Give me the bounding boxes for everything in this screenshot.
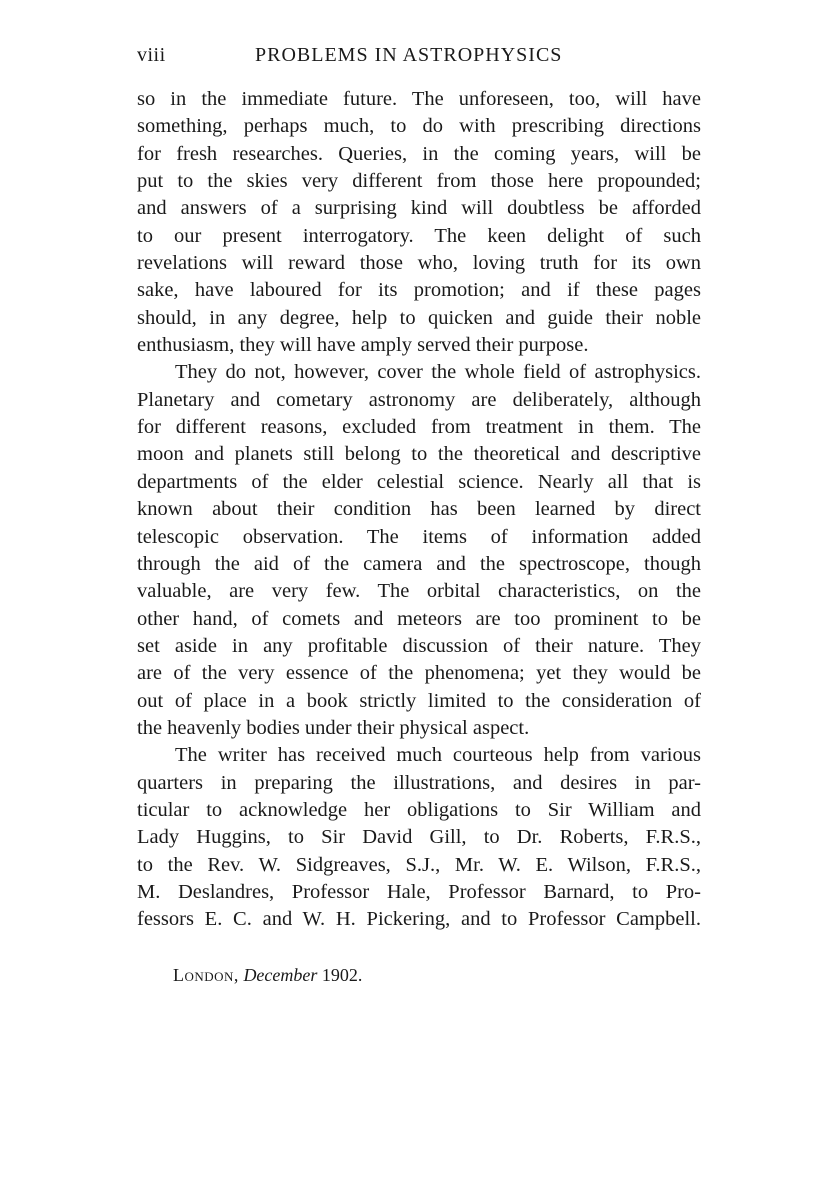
text-line: should, in any degree, help to quicken and guide their noble [137, 306, 701, 329]
preface-text [137, 86, 701, 934]
text-line: to the Rev. W. Sidgreaves, S.J., Mr. W. E. Wilson, F.R.S., [137, 853, 701, 876]
text-line: moon and planets still belong to the theoretical and descriptive [137, 443, 701, 466]
text-line: telescopic observation. The items of information added [137, 525, 701, 548]
page-number: viii [137, 44, 166, 66]
text-line: fessors E. C. and W. H. Pickering, and to Professor Campbell. [137, 908, 701, 931]
text-line: valuable, are very few. The orbital characteristics, on the [137, 580, 701, 603]
text-line: Lady Huggins, to Sir David Gill, to Dr. Roberts, F.R.S., [137, 826, 701, 849]
text-line: ticular to acknowledge her obligations to Sir William and [137, 798, 701, 821]
text-line: They do not, however, cover the whole field of astrophysics. [175, 361, 701, 384]
text-line: revelations will reward those who, loving truth for its own [137, 252, 701, 275]
text-line: put to the skies very different from those here propounded; [137, 170, 701, 193]
text-line: out of place in a book strictly limited to the consideration of [137, 689, 701, 712]
text-line: M. Deslandres, Professor Hale, Professor Barnard, to Pro- [137, 880, 701, 903]
running-head [137, 44, 701, 74]
text-line: The writer has received much courteous help from various [175, 744, 701, 767]
text-line: the heavenly bodies under their physical aspect. [137, 716, 530, 739]
text-line: and answers of a surprising kind will doubtless be afforded [137, 197, 701, 220]
text-line: departments of the elder celestial science. Nearly all that is [137, 470, 701, 493]
text-line: something, perhaps much, to do with prescribing directions [137, 115, 701, 138]
text-line: so in the immediate future. The unforeseen, too, will have [137, 88, 701, 110]
text-line: quarters in preparing the illustrations, and desires in par- [137, 771, 701, 794]
text-line: through the aid of the camera and the spectroscope, though [137, 552, 701, 575]
signature-line [173, 965, 362, 986]
text-line: known about their condition has been learned by direct [137, 498, 701, 521]
text-line: other hand, of comets and meteors are too prominent to be [137, 607, 701, 630]
signature-year: 1902. [321, 965, 363, 985]
text-line: for different reasons, excluded from treatment in them. The [137, 416, 701, 439]
signature-month: December [243, 965, 318, 985]
text-line: for fresh researches. Queries, in the coming years, will be [137, 142, 701, 165]
text-line: to our present interrogatory. The keen delight of such [137, 224, 701, 247]
signature-place: London, [173, 965, 239, 985]
text-line: are of the very essence of the phenomena; yet they would be [137, 662, 701, 685]
text-line: set aside in any profitable discussion of their nature. They [137, 634, 701, 657]
text-line: enthusiasm, they will have amply served their purpose. [137, 334, 589, 357]
text-line: Planetary and cometary astronomy are deliberately, although [137, 388, 701, 411]
running-title: PROBLEMS IN ASTROPHYSICS [255, 44, 563, 66]
text-line: sake, have laboured for its promotion; and if these pages [137, 279, 701, 302]
